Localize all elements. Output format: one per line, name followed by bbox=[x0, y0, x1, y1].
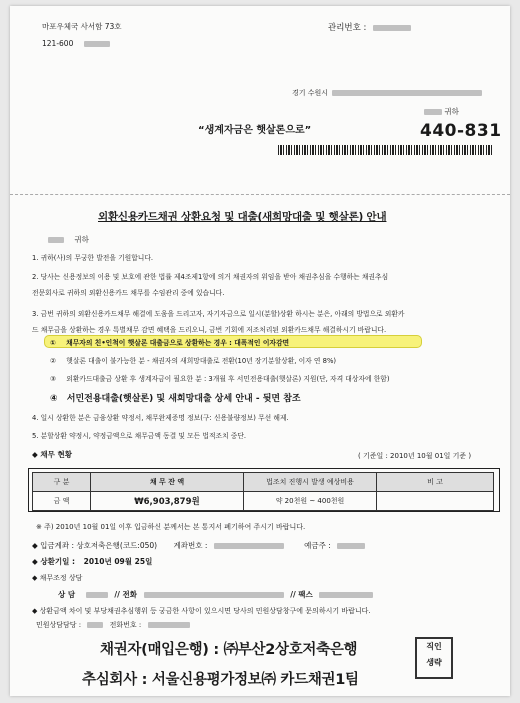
sender-zip bbox=[42, 39, 110, 48]
complaint-notice: ◆ 상환금액 차이 및 부당채권추심행위 등 궁금한 사항이 있으시면 당사의 민원상담창구에 문의하시기 바랍니다. bbox=[32, 607, 371, 615]
redacted-field bbox=[373, 25, 411, 31]
recipient-name-suffix: 귀하 bbox=[444, 107, 459, 116]
sender-zip-number: 121-600 bbox=[42, 39, 74, 48]
redacted-field bbox=[86, 592, 108, 598]
due-date: 2010년 09월 25일 bbox=[83, 557, 153, 566]
recipient-zip: 440-831 bbox=[420, 121, 502, 141]
paragraph-3-cont: 드 채무금을 상환하는 경우 특별채무 감면 혜택을 드리오니, 금번 기회에 저조처리된 외환카드채무 해결하시기 바랍니다. bbox=[32, 326, 387, 334]
stamp-text: 생략 bbox=[426, 658, 442, 667]
account-label: ◆ 입금계좌 : 상호저축은행(코드:050) bbox=[32, 541, 158, 550]
table-cell: 금 액 bbox=[33, 492, 91, 511]
management-number bbox=[328, 21, 411, 33]
account-line bbox=[32, 540, 365, 551]
option-number: ① bbox=[50, 339, 56, 347]
option-4 bbox=[50, 391, 301, 404]
redacted-field bbox=[87, 622, 103, 628]
redacted-field bbox=[337, 543, 365, 549]
debt-table bbox=[32, 472, 494, 511]
contact-header: ◆ 채무조정 상담 bbox=[32, 574, 83, 582]
option-text: 외환카드대출금 상환 후 생계자금이 필요한 분 : 3개월 후 서민전용대출(햇살론) 지원(단, 자격 대상자에 한함) bbox=[66, 375, 390, 383]
management-number-label: 관리번호 : bbox=[328, 23, 367, 33]
option-number: ② bbox=[50, 357, 57, 365]
complaint-label: 민원상담담당 : bbox=[36, 621, 82, 629]
paragraph-3: 3. 금번 귀하의 외환신용카드채무 해결에 도움을 드리고자, 자기자금으로 일시(분할)상환 하시는 분은, 아래의 방법으로 외환카 bbox=[32, 310, 405, 318]
table-header-cell: 비 고 bbox=[377, 473, 494, 492]
table-header-cell: 법조치 진행시 발생 예상비용 bbox=[244, 473, 377, 492]
sender-office: 마포우체국 사서함 73호 bbox=[42, 22, 122, 31]
greeting bbox=[48, 234, 89, 245]
due-date-label: ◆ 상환기일 : bbox=[32, 557, 75, 566]
holder-label: 예금주 : bbox=[304, 541, 331, 550]
redacted-field bbox=[214, 543, 284, 549]
contact-label: 상 담 bbox=[58, 590, 76, 599]
recipient-name bbox=[424, 106, 459, 117]
paragraph-2-cont: 전문회사로 귀하의 외환신용카드 채무를 수임관리 중에 있습니다. bbox=[32, 289, 225, 297]
letter-title: 외환신용카드채권 상환요청 및 대출(새희망대출 및 햇살론) 안내 bbox=[98, 211, 387, 223]
table-cell: 약 20천원 ~ 400천원 bbox=[244, 492, 377, 511]
table-row bbox=[33, 492, 494, 511]
paragraph-2: 2. 당사는 신용정보의 이용 및 보호에 관한 법률 제4조제1항에 의거 채권자의 위임을 받아 채권추심을 수행하는 채권추심 bbox=[32, 273, 389, 281]
creditor-line: 채권자(매입은행) : ㈜부산2상호저축은행 bbox=[100, 642, 358, 658]
redacted-field bbox=[332, 90, 482, 96]
complaint-line bbox=[36, 620, 190, 630]
barcode bbox=[278, 145, 493, 155]
option-text: 햇살론 대출이 불가능한 분 - 채권자의 새희망대출로 전환(10년 장기분할상환, 이자 연 8%) bbox=[66, 357, 337, 365]
fax-label: // 팩스 bbox=[290, 590, 313, 599]
table-header-cell: 채 무 잔 액 bbox=[91, 473, 244, 492]
table-header-cell: 구 분 bbox=[33, 473, 91, 492]
due-date-line bbox=[32, 556, 152, 567]
table-cell: ₩6,903,879원 bbox=[91, 492, 244, 511]
recipient-address-text: 경기 수원시 bbox=[292, 89, 329, 97]
option-2 bbox=[50, 355, 336, 365]
fold-line bbox=[10, 194, 510, 195]
debt-section-header: ◆ 채무 현황 bbox=[32, 450, 72, 459]
table-cell bbox=[377, 492, 494, 511]
redacted-field bbox=[424, 109, 442, 115]
debt-date-note: ( 기준일 : 2010년 10월 01일 기준 ) bbox=[358, 452, 472, 460]
option-text: 서민전용대출(햇살론) 및 새희망대출 상세 안내 - 뒷면 참조 bbox=[66, 394, 301, 404]
option-3 bbox=[50, 373, 390, 383]
redacted-field bbox=[319, 592, 373, 598]
table-header-row bbox=[33, 473, 494, 492]
redacted-field bbox=[144, 592, 284, 598]
redacted-field bbox=[84, 41, 110, 47]
greeting-suffix: 귀하 bbox=[74, 235, 89, 244]
recipient-address bbox=[292, 88, 482, 98]
paragraph-1: 1. 귀하(사)의 무궁한 발전을 기원합니다. bbox=[32, 254, 154, 262]
option-1 bbox=[50, 337, 289, 347]
option-number: ③ bbox=[50, 375, 57, 383]
redacted-field bbox=[148, 622, 190, 628]
complaint-phone-label: 전화번호 : bbox=[109, 621, 142, 629]
agency-line: 추심회사 : 서울신용평가정보㈜ 카드채권1팀 bbox=[82, 672, 359, 688]
option-number: ④ bbox=[50, 394, 58, 404]
seal-omitted-stamp bbox=[415, 637, 453, 679]
contact-line bbox=[58, 589, 373, 600]
stamp-text: 직인 bbox=[426, 642, 442, 651]
option-text: 채무자의 친•인척이 햇살론 대출금으로 상환하는 경우 : 대폭적인 이자감면 bbox=[66, 339, 290, 347]
debt-footnote: ※ 주) 2010년 10월 01일 이후 입금하신 분께서는 본 통지서 폐기하여 주시기 바랍니다. bbox=[36, 523, 306, 531]
account-number-label: 계좌번호 : bbox=[173, 541, 208, 550]
phone-label: // 전화 bbox=[114, 590, 137, 599]
slogan: “생계자금은 햇살론으로” bbox=[198, 125, 312, 136]
redacted-field bbox=[48, 237, 64, 243]
paragraph-5: 5. 분할상환 약정시, 약정금액으로 채무금액 동결 및 모든 법적조치 중단. bbox=[32, 432, 247, 440]
letter-page bbox=[10, 6, 510, 696]
paragraph-4: 4. 일시 상환한 분은 금융상환 약정서, 채무완제증명 정보(구: 신용불량정보) 무선 해제. bbox=[32, 414, 289, 422]
